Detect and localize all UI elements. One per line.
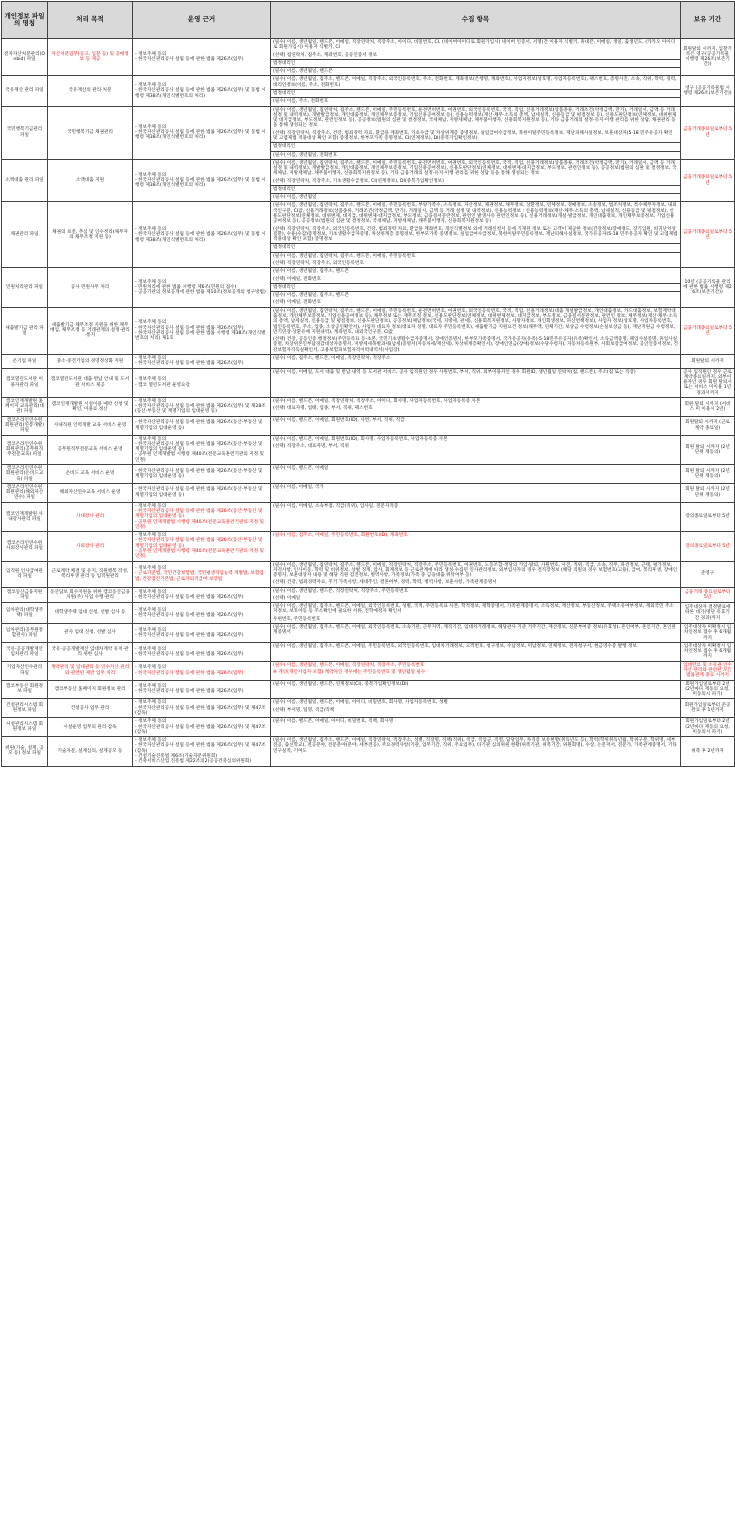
purpose-cell: 사내직원 인력개발 교육 서비스 운영 [48,416,133,435]
table-row [2,397,735,416]
item-line: (선택) 이메일 [273,595,301,601]
item-line: 우편번호, 주민등록번호 [273,616,321,622]
header-items: 수집 항목 [271,2,681,39]
file-name-cell: 전자자산처분관리(Onbid) 파일 [2,39,48,76]
items-cell [271,587,681,603]
basis-line: - 한국자산관리공사 설립 등에 관한 법률 제26조(업무) [135,594,244,600]
basis-line: - 정보주체 동의 [135,503,167,509]
basis-line: - 한국자산관리공사 설립 등에 관한 법률 제26조(업무) [135,361,244,367]
table-body [2,39,735,767]
basis-cell [133,737,271,766]
items-cell [271,106,681,159]
item-line: (필수) 이름, 생년월일, 집주소, 핸드폰 [271,291,680,299]
table-row [2,307,735,354]
header-retention: 보유 기간 [681,2,735,39]
table-row [2,416,735,435]
basis-cell [133,502,271,531]
legal-rep-label: 법정대리인 [271,142,680,150]
items-cell [271,680,681,699]
basis-line: - 정보주체 동의 [135,355,167,361]
basis-cell [133,368,271,397]
items-cell [271,699,681,718]
basis-line: - 공무원 인재개발법 시행령 제40조(전문교육훈련기관의 지정 및 인정) [135,452,264,463]
basis-cell [133,587,271,603]
retention-cell: 강의종료일로부터 5년 [681,532,735,561]
basis-line: - 한국자산관리공사 설립 등에 관한 법률 제26조(업무) 및 동법 시행령 제38조(개인식별번호의 처리) [135,232,266,243]
file-name-cell: 캠코인재개발원 사내강사관리 파일 [2,502,48,531]
purpose-cell: 국유·공공개발재산 임대차계약 유치·관리 위한 심사 [48,642,133,661]
item-line: (필수) 이름, 생년월일, 전화번호 [271,151,680,159]
purpose-cell: 계약관리 및 임대관리 등 인수자산 관리와 관련된 제반 업무 처리 [48,661,133,680]
basis-cell [133,603,271,624]
file-name-cell: 민원처리관리 파일 [2,268,48,307]
file-name-cell: 임직원 인사급여관리 파일 [2,561,48,587]
item-line: (필수) 이름, 생년월일, 핸드폰, 연계정보(CI), 중복가입확인정보(DI) [273,681,409,687]
file-name-cell: 캠코온라인연수원 회원관리(연봉개발) 파일 [2,416,48,435]
file-name-cell: 건설관리시스템 회원정보 파일 [2,699,48,718]
item-line: (필수) 이름, 집주소, 핸드폰, 이메일, 직장연락처, 직장주소 [273,355,391,361]
purpose-cell: 자산처분업무(공고, 입찰 등) 및 공매정보 등 제공 [48,39,133,76]
file-name-cell: 위원(기술, 설계, 공모 등) 정보 파일 [2,737,48,766]
item-line: (필수) 이름, 생년월일, 집연락처, 집주소, 핸드폰, 이메일, 주민등록번호, 부양가족수, 소득정보, 자산정보, 채권정보, 채무정보, 상환정보, 연체정보, 경매정보, 소송정보, 법조처정보, 특수채무자정보, 내외국인구분, CI값, 신용거래정보(상품종류, 거래조건(약정금액, 만기), 거래일시, 금액 등 거래 설정 및 내역정보), 신용능력정보 : 신용능력정보(재산·채무·소득의 총액, 납세실적, 신용등급 및 평점정보), 신용도판단정보(연체정보, 대위변제, 대지급, 대위변제·대지급정보, 부도정보, 금융질서문란정보, 관련인 발생사유 관련인정보 등), 신용거래정보(개설·발급정보, 개인대출정보, 개인채무보증정보, 기업신용공여정보 등), 공공정보(법원의 심판 및 결정정보, 국세체납, 지방세체납, 채무불이행자, 신용회복지원정보 등) [273,203,677,225]
basis-cell [133,680,271,699]
basis-line: - 한국자산관리공사 설립 등에 관한 법률 제26조(동산·부동산 및 계열기업의 임대운영 등) [135,508,263,520]
basis-cell [133,39,271,76]
basis-line: - 한국자산관리공사 설립 등에 관한 법률 제26조(업무) 및 동법 시행령 제38조(개인식별번호의 처리) [135,130,266,141]
table-row [2,465,735,484]
basis-line: - 정보주체 동의 [135,320,167,326]
item-line: (선택) 직장연락처, 직장주소, 기초생활수급정보, CI(연계정보), DI(중복가입확인정보) [273,178,444,184]
purpose-cell: 온비드 교육 서비스 운영 [48,465,133,484]
table-row [2,661,735,680]
header-basis: 운영 근거 [133,2,271,39]
basis-line: - 정보주체 동의 [135,646,167,652]
items-cell [271,603,681,624]
basis-line: - 정보주체 동의 [135,719,167,725]
item-line: (필수) 이름, 생년월일, 핸드폰, 이메일, 직장연락처, 직장주소, 아이디, 비밀번호, CI, (네이버아이디로 회원가입시) 네이버 인증서, 서명(간 이용자 식별키, 휴대폰, 이메일, 생일, 출생년도, (카카오 아이디로 회원가입시) 이용자 식별키, CI [273,40,676,51]
table-row [2,680,735,699]
basis-cell [133,624,271,643]
item-line: (선택) 직장연락처, 직장주소, 건강, 범죄경력 자료, 환급용 계좌번호, 기초수급 및 차상위계층 증명정보, 실업급여수급정보, 북한이탈주민등록정보, 재난피해사실정보, 보훈대상자(5·18 민주유공자 확인 및 고엽제법 적용대상 확인 포함) 증명정보, 한부모가족 증명정보, CI(연계정보), DI(중복가입확인정보) [273,130,673,141]
basis-line: - 한국자산관리공사 설립 등에 관한 법률 제26조(업무) 및 제47조(감독) [135,724,266,735]
basis-cell [133,416,271,435]
retention-cell: 준영구 [681,561,735,587]
table-row [2,587,735,603]
items-cell [271,737,681,766]
purpose-cell: 중소·중견기업의 경영정상화 지원 [48,354,133,368]
items-cell [271,502,681,531]
basis-line: - 한국자산관리공사 설립 등에 관한 법률 제26조(업무) 및 동법 시행령 제38조(개인식별번호의 처리) [135,177,266,189]
purpose-cell: 국유재산의 관리·처분 [48,76,133,106]
basis-line: - 공공기관의 정보공개에 관한 법률 제10조(정보공개의 청구방법) [135,290,266,296]
basis-cell [133,532,271,561]
item-line: (필수) 이름, 생년월일 [271,193,680,201]
basis-line: - 정보주체 동의 [135,51,167,57]
header-file: 개인정보 파일의 명칭 [2,2,48,39]
items-cell [271,483,681,502]
basis-line: - 정보주체 동의 [135,533,167,539]
basis-line: - 한국자산관리공사 설립 등에 관한 법률 제26조(업무) 및 제28조(동산·부동산 및 계열기업의 임대운영 등) [135,404,266,415]
basis-cell [133,718,271,737]
privacy-file-table-wrapper [1,1,734,767]
item-line: (선택) 이메일, 전화번호 [273,300,321,306]
retention-cell: 회원탈퇴 시까지, 입찰기록은 영구(공공기록물 시행령 제26조(보존기간)) [681,39,735,76]
items-cell [271,159,681,202]
table-row [2,561,735,587]
table-row [2,368,735,397]
purpose-cell: 사내강사 관리 [48,502,133,531]
basis-line: - 정보주체 동의 [135,684,167,690]
basis-cell [133,268,271,307]
item-line: (필수) 이름, 생년월일, 핸드폰 [271,67,680,75]
item-line: (선택) 대표자명, 업태, 업종, 부서, 직위, 팩스번호 [273,406,373,412]
file-name-cell: 기업자산인수관리 파일 [2,661,48,680]
retention-cell: 임대완료 및 소유권 인수자산 관리와 관련된 모든 법률관계 종료 시까지 [681,661,735,680]
file-name-cell: 새출발기금 관리 파일 [2,307,48,354]
retention-cell: 강의종료일로부터 5년 [681,502,735,531]
item-line: (필수) 이름, 생년월일, 집주소, 핸드폰, 이메일, 외국인등록번호, 성별, 국적, 주민등록표 사본, 학적정보, 재학증명서, 가족관계증명서, 소득정보, 재산정보, 부동산정보, 주택소유여부정보, 재외국민 주소지정보, 보호아동 등 주소확인에 필요한 서류, 진학예정자 확인서 [273,604,674,615]
basis-line: - 정보주체 동의 [135,398,167,404]
basis-cell [133,307,271,354]
item-line: (필수) 이름, 생년월일, 집연락처, 집주소, 핸드폰, 이메일, 주민등록번호, 운전면허번호, 여권번호, 외국인등록번호, 국적, 직업, 신용거래정보(상품종류, 거래조건(약정금액, 만기), 거래일시, 금액 등 거래 설정 및 내역정보), 개발발급정보, 개인대출정보, 개인채무보증정보, 기업신용공여정보), 신용도판단정보(연체정보, 대위변제·대지급정보, 부도정보, 관련인정보 등), 공공정보(법원의 심판 및 결정정보, 국세체납, 지방세체납, 채무불이행자, 신용회복지원정보 등), 기타 금융거래의 설정·유지·이행 관리를 위한 상담 등을 통해 생성되는 정보 [273,160,677,177]
basis-cell [133,642,271,661]
file-name-cell: 캠코인재개발원 홈페이지 교육관리(대관) 파일 [2,397,48,416]
basis-line: - 정보주체 동의 [135,566,167,572]
basis-cell [133,76,271,106]
basis-line: - 정보주체 동의 [135,172,167,178]
basis-line: - 근로기준법, 국민건강보험법, 국민평생직업능력 개발법, 보험업법, 건강검진기본법, 근로자퇴직급여 보장법 [135,571,264,582]
items-cell [271,718,681,737]
file-name-cell: 시설관리시스템 회원정보 파일 [2,718,48,737]
basis-cell [133,465,271,484]
table-row [2,76,735,106]
basis-line: - 건설기술진흥법 제6조(기술자문위원회) [135,753,218,759]
items-cell [271,561,681,587]
file-name-cell: 임차관리(공무원통합관사) 파일 [2,624,48,643]
retention-cell: 10년 (공공기록물 관리에 관한 법률 시행령 제26조(보존기간)) [681,268,735,307]
basis-line: - 정보주체 동의 [135,589,167,595]
basis-line: - 한국자산관리공사 설립 등에 관한 법률 제26조(업무) 및 동법 시행령 제38조(개인식별번호의 처리) [135,88,266,99]
basis-line: - 정보주체 동의 [135,124,167,130]
item-line: (필수) 이름, 핸드폰, 이메일 [273,466,329,471]
items-cell [271,642,681,661]
item-line: (선택) 집연락처, 집주소, 계좌번호, 공동인증서 정보 [273,52,378,58]
basis-line: - 건축서비스산업 진흥법 제22조의2(공공건축심의위원회) [135,759,252,765]
item-line: (필수) 이름, 생년월일, 핸드폰, 이메일, 아이디, 비밀번호, 회사명, 사업자등록번호, 성별 [273,700,448,706]
purpose-cell: 해외자산연수교육 서비스 운영 [48,483,133,502]
basis-line: - 한국자산관리공사 설립 등에 관한 법률 제26조(업무) 및 제47조(감독) [135,743,266,754]
basis-line: - 한국자산관리공사 설립 등에 관한 법률 제26조(동산·부동산 및 계열기업의 임대운영 등) [135,468,263,479]
purpose-cell: 공무원직무전문교육 서비스 운영 [48,435,133,464]
retention-cell: 금융거래종료일로부터 5년 [681,159,735,202]
item-line: (선택) 건강, 공동인증 행정정보(주민등록표 등·초본, 국민기초생활수급자증명서, 장애인증명서, 한부모가족증명서, 국가유공자(유족)·5·18민주유공자(유족)확인서, 소득금액증명, 폐업사실증명, 휴업사실증명, 차상위본인부담경감대상자증명서, 지방세세목별과세(납세)증명서(자동차세/재산세), 차상위계층확인서), 장애인연금(장애)정보(수당수령자), 자동차등록원부, 사회보장급여정보, 공인인증서정보, 건강보험자격득실확인서, 고용보험피보험자격이력내역서(사업장) [273,337,678,353]
item-line: (선택) 직장주소, 대표자명, 부서, 직위 [273,443,349,449]
retention-cell: 회원탈퇴 시까지 [681,354,735,368]
purpose-cell: 소액대출 지원 [48,159,133,202]
items-cell [271,532,681,561]
item-line: (선택) 직장연락처, 직장주소, 외국인등록번호, 건강, 범죄경력 자료, 환급용 계좌번호, 개인식별정보 외에 거래신청서 등에 기재된 정보 또는 고객이 제공한 정보(건강정보/장애정도, 장기입원, 희귀난치성질환), 수용(수감)증명정보, 기초생활수급자증명, 차상위계층 증명정보, 한부모가족 증명정보, 실업급여수급정보, 북한이탈주민등록정보, 재난피해사실정보, 국가유공자(5·18 민주유공자 확인 및 고엽제법 적용대상 확인 포함) 증명정보 [273,226,678,243]
basis-line: - 한국자산관리공사 설립 등에 관한 법률 제26조(업무) [135,670,244,676]
basis-cell [133,561,271,587]
retention-cell: 회원 탈퇴 시까지 (서비스 미 이용시 2년) [681,397,735,416]
basis-line: - 한국자산관리공사 설립 등에 관한 법률 제26조(업무) 및 제47조(감독) [135,705,266,716]
item-line: (필수) 이름, 핸드폰, 이메일, 아이디, 비밀번호, 직책, 회사명 [273,719,394,725]
items-cell [271,661,681,680]
table-row [2,354,735,368]
item-line: (선택) 부서명, 팀명, 직급/직책 [273,707,335,713]
item-line: (필수) 이름, 핸드폰, 이메일, 회원번호(ID), 회사명, 사업자등록번호, 사업자등록증 사본 [273,436,448,442]
basis-line: - 한국자산관리공사 설립 등에 관한 법률 제26조(동산·부동산 및 계열기업의 임대운영 등) [135,487,263,498]
items-cell [271,397,681,416]
basis-line: - 정보주체 동의 [135,279,167,285]
retention-cell: 회원가입일로부터 준공 완료 후 1년까지 [681,699,735,718]
purpose-cell: 캠코열린도서관 대출·반납 안내 및 도서관 서비스 제공 [48,368,133,397]
items-cell [271,435,681,464]
retention-cell: 입주대상자 미확정시 임차인정보 접수 후 6개월까지 [681,624,735,643]
purpose-cell: 캠코부동산 홈페이지 회원정보 관리 [48,680,133,699]
basis-cell [133,159,271,202]
basis-line: - 정보주체 동의 [135,665,167,671]
file-name-cell: 캠코온라인연수원 회원관리(해외자산연수) 파일 [2,483,48,502]
item-line: (필수) 이름, 생년월일, 집주소, 핸드폰, 이메일, 직장주소, 외국인등록번호, 주소, 전화번호, 계좌정보(은행명, 계좌번호), 사업자정보(상호명, 사업자등록번호), 팩스번호, 증명사진, 소속, 직위, 학력, 경력, 대리인정보(이름, 주소, 전화번호) [273,77,677,88]
retention-cell: 회원가입일로부터 2년(2년마다 재동의 요청, 미동의시 파기) [681,680,735,699]
items-cell [271,354,681,368]
file-name-cell: 캠코열린도서관 이용자관리 파일 [2,368,48,397]
file-name-cell: 국민행복기금관리 파일 [2,106,48,159]
file-name-cell: 소액대출 관리 파일 [2,159,48,202]
retention-cell: 회원탈퇴 시까지 (근로계약 종료일) [681,416,735,435]
items-cell [271,202,681,268]
retention-cell: 금융거래종료일로부터 5년 [681,307,735,354]
retention-cell: 입주대상자 미확정시 임차인정보 접수 후 6개월까지 [681,642,735,661]
basis-line: - 정보주체 동의 [135,700,167,706]
items-cell [271,307,681,354]
items-cell [271,465,681,484]
table-row [2,624,735,643]
retention-cell: 영구 (공공기록물법 시행령 제26조(보존기간)) [681,76,735,106]
retention-cell: 금융거래종료일로부터 5년 [681,202,735,268]
purpose-cell: 관사 임대 신청, 선발 심사 [48,624,133,643]
purpose-cell: 국민행복기금 채권관리 [48,106,133,159]
item-line: (필수) 이름, 생년월일, 집주소, 핸드폰, 이메일, 직장연락처, 직장주소, 성별, 직장명, 직책(직위), 직급, 직업군, 직렬, 담당업무, 자격증 보유현황(취득년도 등), 학력(학위취득년월, 학위구분, 학위명, 세부전공, 출신학교), 전공분야, 전문분야(분야, 세부전공), 주요경력사항(기관, 업무기간, 직위, 주요업무), 타기관 심의위원 현황(위촉기관, 위촉기간, 위원회명), 수상, 논문저서, 전문가, 가족관계증명서, 기타 연구실적, 기여도 [273,738,677,754]
basis-cell [133,106,271,159]
retention-cell: 입주대상자 결정발표에 따른 대기(명단 유효기간 경과)까지 [681,603,735,624]
table-row [2,483,735,502]
legal-rep-label: 법정대리인 [271,243,680,251]
item-line: (필수) 이름, 생년월일, 집주소, 핸드폰 [273,269,349,275]
purpose-cell: 공사 민원사무 처리 [48,268,133,307]
items-cell [271,39,681,76]
table-row [2,603,735,624]
table-row [2,532,735,561]
table-row [2,202,735,268]
item-line: (필수) 이름, 핸드폰, 이메일, 직장연락처, 직장주소, 아이디, 회사명, 사업자등록번호, 사업자등록증 사본 [273,398,481,404]
retention-cell: 금융거래종료일로부터 5년 [681,106,735,159]
item-line: (필수) 이름, 집주소, 이메일, 주민등록번호, 회원번호(ID), 계좌번호 [273,533,408,539]
retention-cell: 회원 탈퇴 시까지 (2년 단위 재동의) [681,465,735,484]
retention-cell: 회원가입일로부터 2년(2년마다 재동의 요청, 미동의시 파기) [681,718,735,737]
basis-line: - 정보주체 동의 [135,83,167,89]
items-cell [271,368,681,397]
items-cell [271,416,681,435]
item-line: (필수) 이름, 생년월일, 집주소, 핸드폰, 이메일, 외국인등록번호, 소속기관, 근무지역, 재직기간, 임대차거래정보, 해당관사 기준 거주기간, 재산정보, 신분부여증 정보(유효성), 혼인여부, 혼인기간, 혼인관계증명서 [273,625,676,636]
item-line: (필수) 이름, 생년월일, 집연락처, 집주소, 핸드폰, 이메일, 주민등록번호, 운전면허번호, 여권번호, 외국인등록번호, 국적, 직업, 신용거래정보(대출 개설발급정보, 개인대출정보, 카드대출정보, 보험계약대출정보, 개인채무보증정보, 기업신용공여정보 등), 채무정보 또는 재무조정 정보, 신용도판단정보(연체정보, 대위변제정보, 대지급정보, 부도정보, 금융질서문란정보, 관련인 정보, 채무정보(재산·채무·소득의 총액, 납세실적, 신용등급 및 평점정보, 신용도판단정보), 공공정보(체납정보(국세, 지방세, 관세), 신용회복지원정보, 사망자정보, 개인회생정보, 파산면책정보), 사업자 정보(상호명, 사업자등록번호, 법인등록번호, 주소, 업종, 소상공인확인서), 사업자 대표자 정보(대표자 성명, 대표자 주민등록번호), 새출발기금 지원요건 정보(채무액, 연체기간, 보상금 수령정보(손실보상금 등), 재난지원금 수령정보, 만기연장·상환유예 지원내역), 계좌번호, 내외국인구분, CI값 [273,308,678,335]
basis-line: - 한국자산관리공사 설립 등에 관한 법률 제26조(업무) [135,689,244,695]
basis-line: - 공무원 인재개발법 시행령 제40조(전문교육훈련기관의 지정 및 인정) [135,548,264,560]
table-row [2,642,735,661]
item-line: (필수) 이름, 생년월일, 집연락처, 집주소, 핸드폰, 이메일, 주민등록번호, 운전면허번호, 여권번호, 외국인등록번호, 국적, 직업, 신용거래정보(상품종류, 거래조건(약정금액, 만기), 거래일시, 금액 등 거래 설정 및 내역정보), 개발발급정보, 개인대출정보, 개인채무보증정보, 기업신용공여정보 등), 신용능력정보(재산·채무·소득의 총액, 납세실적, 신용등급 및 평점정보 등), 신용도판단정보(연체정보, 대위변제 및 대지급정보, 부도정보, 관련인정보 등), 공공정보(법원의 심판 및 결정정보, 국세체납, 지방세체납, 채무불이행자, 신용회복지원정보 등), 기타 금융거래의 설정·유지·이행 관리를 위한 상담, 채권관리 등을 통해 생성되는 정보 [273,107,677,129]
file-name-cell: 국유·공공개발재산 임차관리 파일 [2,642,48,661]
item-line: (필수) 이름, 생년월일, 핸드폰, 이메일, 직장연락처, 직장주소, 주민등록번호 [273,662,425,668]
item-line: (필수) 이름, 생년월일, 집주소, 핸드폰, 이메일, 주민등록번호, 외국인등록번호, 임대차거래정보, 고객번호, 청구정보, 수납정보, 미납정보, 연체정보, 전자청구서, 현금영수증 발행 정보 [273,643,637,649]
item-line: (선택) 직장연락처, 직장주소, 외국인등록번호 [273,261,364,266]
items-cell [271,624,681,643]
table-row [2,718,735,737]
item-line: (필수) 이름, 핸드폰, 이메일, 회원번호(ID), 사번, 부서, 직위, 직급 [273,417,405,423]
basis-cell [133,397,271,416]
file-name-cell: 캠코온라인연수원 사외강사관리 파일 [2,532,48,561]
purpose-cell: 기술자문, 설계심의, 설계공모 등 [48,737,133,766]
basis-line: - 정보주체 동의 [135,738,167,744]
item-line: (선택) 이메일, 전화번호 [273,276,321,282]
items-cell [271,76,681,106]
legal-rep-label: 법정대리인 [271,59,680,67]
item-line: (필수) 이름, 이메일, 도서 대출 및 반납 내역 등 도서관 서비스, 공사 임직원인 경우 사원번호, 부서, 직위, 외부이용자인 경우 회원ID, 생년월일 연락처(집, 핸드폰), 주소(집 또는 직장) [273,369,636,375]
table-row [2,268,735,307]
file-name-cell: 온기업 파일 [2,354,48,368]
purpose-cell: 사외강사 관리 [48,532,133,561]
basis-line: - 한국자산관리공사 설립 등에 관한 법률 제26조(동산·부동산 및 계열기업의 임대운영 등) [135,538,263,549]
basis-line: - 정보주체 동의 [135,436,167,442]
purpose-cell: 건설공사 업무 관리 [48,699,133,718]
purpose-cell: 동산담보 회수지원을 위한 캠코동산금융지원(주) 사업 수행·관리 [48,587,133,603]
retention-cell: 회원 탈퇴 시까지 (2년 단위 재동의) [681,435,735,464]
basis-cell [133,354,271,368]
table-row [2,39,735,76]
item-line: (필수) 이름, 이메일, 국가 [273,484,324,490]
table-row [2,502,735,531]
basis-line: - 한국자산관리공사 설립 등에 관한 법률 제26조(업무) [135,613,244,619]
retention-cell: 회원 탈퇴 시까지 (2년 단위 재동의) [681,483,735,502]
basis-line: - 한국자산관리공사 설립 등에 관한 법률 제26조(업무) [135,57,244,63]
purpose-cell: 캠코인재개발원 시설이용 예약 신청 및 확인, 이용료 정산 [48,397,133,416]
basis-line: - 정보주체 동의 [135,377,167,383]
file-name-cell: 임차관리(대학생주택) 파일 [2,603,48,624]
basis-cell [133,699,271,718]
item-line: (필수) 이름, 생년월일, 집연락처, 집주소, 핸드폰, 이메일, 직장연락처, 직장주소, 주민등록번호, 여권번호, 노동조합·정당의 가입·탈퇴, 사원번호, 사진, 직위, 직급, 소속, 직무, 파견정보, 근태, 평가정보, 자격사항, 인사이동, 학력 및 비위정보, 상벌 징계, 압사, 회계정보 등 근로관계에 따라 생성·수집된 인사관리정보, 외부입사자의 경우 전직장정보 (해당 직원의 경우 보험번호(고용), 급여, 복리후생, 장애인증명자, 보훈대상자 내용 및 해당 직원 검진정보, 병역사항, 가족정보(가족 중 금융대출 위탁여부 등) [273,562,678,579]
table-row [2,159,735,202]
file-name-cell: 캠코온라인연수원 회원관리(온비드교육) 파일 [2,465,48,484]
file-name-cell: 캠코온라인연수원 회원관리(공무원직무전문교육) 파일 [2,435,48,464]
basis-line: - 정보주체 동의 [135,607,167,613]
file-name-cell: 채권관리 파일 [2,202,48,268]
basis-line: - 한국자산관리공사 설립 등에 관한 법률 제26조(업무) [135,632,244,638]
file-name-cell: 캠코부동산 회원정보 파일 [2,680,48,699]
privacy-file-table [1,1,735,767]
legal-rep-label: 법정대리인 [271,89,680,97]
purpose-cell: 시설운영 업무의 관리·감독 [48,718,133,737]
basis-cell [133,661,271,680]
purpose-cell: 대학생주택 임대 신청, 선발 심사 등 [48,603,133,624]
basis-line: - 정보주체 동의 [135,627,167,633]
item-line: (필수) 이름, 이메일, 소속부점, 직급(직위), 입사일, 전문자격증 [273,503,399,509]
retention-cell: 위촉 후 2년까지 [681,737,735,766]
table-row [2,699,735,718]
basis-line: - 캠코 열린도서관 운영요강 [135,382,190,388]
file-name-cell: 국유재산 관리 파일 [2,76,48,106]
file-name-cell: 캠코동산금융지원 파일 [2,587,48,603]
basis-line: - 한국자산관리공사 설립 등에 관한 법률 제26조(업무) [135,651,244,657]
table-row [2,737,735,766]
item-line: (필수) 이름, 생년월일, 핸드폰, 직장연락처, 직장주소, 주민등록번호 [273,588,409,594]
header-purpose: 처리 목적 [48,2,133,39]
basis-line: - 정보주체 동의 [135,226,167,232]
retention-cell: 공사 임직원인 경우 근로계약종료일까지, 외부이용자인 경우 회원 탈퇴시 또는 서비스 이이용 1년 경과시까지 [681,368,735,397]
basis-line: - 한국자산관리공사 설립 등에 관한 법률 제26조(동산·부동산 및 계열기업의 임대운영 등) [135,420,263,431]
item-line: (선택) 건강, 범죄경력자료, 주거 가족사항, 세대주인, 결혼여부, 경력, 학력, 병역사항, 보훈사항, 가족관계증명서 [273,580,497,586]
table-row [2,106,735,159]
items-cell [271,268,681,307]
legal-rep-label: 법정대리인 [271,283,680,291]
item-line: (필수) 이름, 주소, 전화번호 [271,97,680,105]
basis-line: - 한국자산관리공사 설립 등에 관한 법률 제26조(동산·부동산 및 계열기업의 임대운영 등) [135,441,263,453]
legal-rep-label: 법정대리인 [271,185,680,193]
basis-cell [133,435,271,464]
purpose-cell: 새출발기금 채무조정 지원을 위한 채무매입, 채무조정 등 거래관계의 설정·관리·통지 [48,307,133,354]
basis-line: - 민원처리에 관한 법률 시행령 제6조(민원의 접수) [135,284,237,290]
basis-line: - 공무원 인재개발법 시행령 제40조(전문교육훈련기관의 지정 및 인정) [135,519,264,530]
table-row [2,435,735,464]
purpose-cell: 채권의 보전, 추심 및 인수정리(채무자의 채무조정 지원 등) [48,202,133,268]
basis-line: - 한국자산관리공사 설립 등에 관한 법률 제26조(업무) [135,325,244,331]
retention-cell: 금융거래 종료일로부터 5년 [681,587,735,603]
basis-cell [133,202,271,268]
purpose-cell: 근로계약 체결 및 유지, 직원행복 작성, 복리후생 관리 등 임직원관리 [48,561,133,587]
basis-line: - 한국자산관리공사 설립 등에 관한 법률 시행령 제38조(개인식별번호의 처리) 제1호 [135,330,266,342]
item-line: ※ 개인(개인사업자 포함) 계약자인 경우에는 주민등록번호 및 생년월일 필수 [273,670,426,675]
basis-cell [133,483,271,502]
table-header-row [2,2,735,39]
item-line: (필수) 이름, 생년월일, 집연락처, 집주소, 핸드폰, 이메일, 주민등록번호 [271,252,680,260]
